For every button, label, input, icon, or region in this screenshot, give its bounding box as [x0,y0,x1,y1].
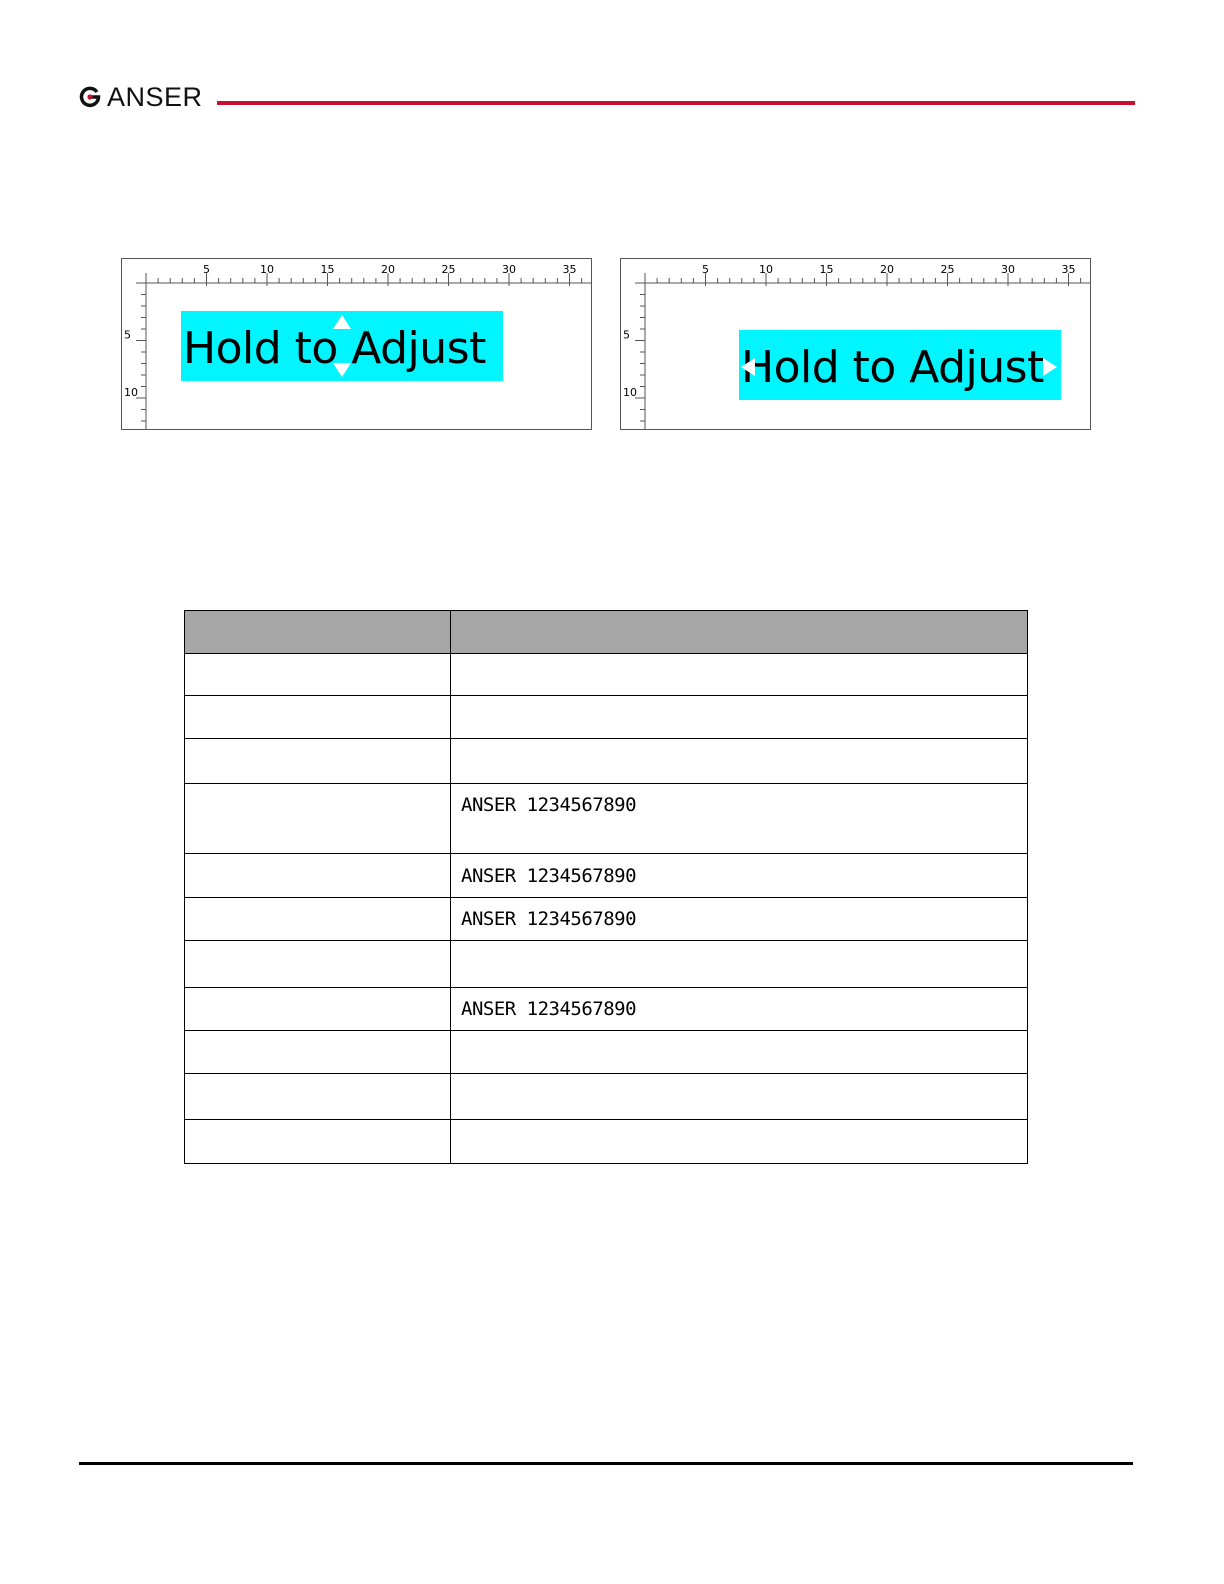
arrow-right-icon[interactable] [1043,358,1057,376]
highlight-text: Hold to Adjust [183,323,486,374]
table-cell-value: ANSER 1234567890 [451,854,1028,898]
ruler-top-label: 5 [203,263,210,276]
ruler-top-label: 5 [702,263,709,276]
highlight-text: Hold to Adjust [741,342,1044,393]
table-cell-label [185,854,451,898]
table-cell-label [185,1031,451,1074]
table-row [185,1031,1028,1074]
table-cell-label [185,696,451,739]
ruler-top-label: 30 [1001,263,1015,276]
ruler-top-label: 35 [1061,263,1076,276]
table-row [185,696,1028,739]
ruler-top-label: 35 [562,263,577,276]
table-cell-label [185,784,451,854]
ruler-left-label: 10 [623,386,637,399]
logo-text: ANSER [107,82,203,112]
table-row [185,854,1028,898]
table-row [185,1074,1028,1120]
table-cell-label [185,1074,451,1120]
ruler-top-label: 10 [759,263,773,276]
table-cell-value: ANSER 1234567890 [451,898,1028,941]
anser-logo-icon [79,86,101,108]
arrow-left-icon[interactable] [741,358,755,376]
table-row [185,941,1028,988]
footer-rule [79,1462,1133,1465]
ruler-top-label: 20 [880,263,894,276]
ruler-top-label: 15 [320,263,335,276]
table-cell-value [451,1074,1028,1120]
ruler-top-label: 30 [502,263,516,276]
header-rule [217,101,1135,105]
page-header [79,78,1135,118]
ruler-top-label: 25 [940,263,955,276]
figure-vertical-adjust [121,258,592,430]
table-cell-label [185,739,451,784]
table-cell-label [185,898,451,941]
table-cell-value [451,1031,1028,1074]
table-header-row [185,611,1028,654]
ruler-top-label: 15 [819,263,834,276]
table-cell-value [451,941,1028,988]
table-cell-label [185,988,451,1031]
table-cell-label [185,1120,451,1164]
table-cell-value [451,654,1028,696]
table-row [185,654,1028,696]
table-row [185,739,1028,784]
table-row [185,1120,1028,1164]
table-row [185,988,1028,1031]
ruler-top-label: 20 [381,263,395,276]
table-cell-label [185,941,451,988]
table-cell-value: ANSER 1234567890 [451,988,1028,1031]
table-cell-value [451,696,1028,739]
table-header-cell [451,611,1028,654]
figure-horizontal-adjust [620,258,1091,430]
table-cell-value [451,739,1028,784]
table-header-cell [185,611,451,654]
ruler-top-label: 10 [260,263,274,276]
arrow-up-icon[interactable] [333,315,351,329]
table-row [185,898,1028,941]
ruler-left-label: 10 [124,386,138,399]
arrow-down-icon[interactable] [333,363,351,377]
anser-logo [79,82,203,112]
ruler-top-label: 25 [441,263,456,276]
ruler-left-label: 5 [124,328,131,342]
table-cell-label [185,654,451,696]
ruler-left-label: 5 [623,328,630,342]
table-row [185,784,1028,854]
table-cell-value: ANSER 1234567890 [451,784,1028,854]
spec-table [184,610,1028,1164]
table-cell-value [451,1120,1028,1164]
